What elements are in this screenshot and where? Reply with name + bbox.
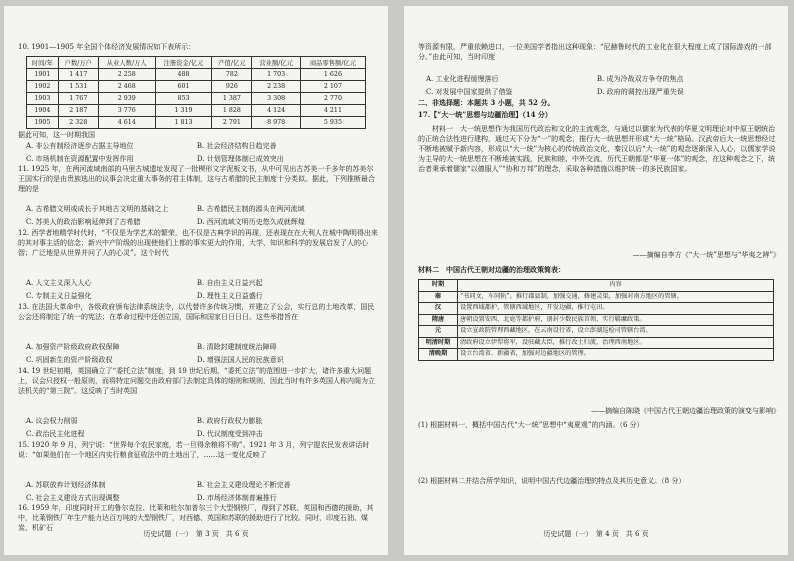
era-cell: 隋唐 — [419, 314, 458, 326]
option-c: C. 巩固新生的资产阶级政权 — [26, 356, 113, 364]
option-a: A. 议会权力削弱 — [26, 417, 78, 425]
material-two-table — [418, 279, 774, 361]
table-row — [27, 93, 366, 105]
option-a: A. 古希腊文明或成长于其地古文明的基础之上 — [26, 205, 169, 213]
table-cell: 1 417 — [58, 69, 98, 81]
option-b: B. 社会主义建设理论不断完善 — [196, 481, 291, 489]
option-b: B. 自由主义日益兴起 — [196, 279, 263, 287]
option-c: C. 政治民主化进程 — [26, 430, 85, 438]
material-two-title: 材料二 中国古代王朝对边疆的治理政策简表： — [418, 265, 565, 274]
content-cell: 设立宣政院管理西藏地区，在云南设行省，设立澎湖巡检司管辖台湾。 — [458, 326, 774, 338]
table-cell: 2 187 — [58, 105, 98, 117]
option-b: B. 清除封建制度统治障碍 — [196, 343, 277, 351]
table-cell: 488 — [155, 69, 212, 81]
table-cell: 1 767 — [58, 93, 98, 105]
table-header-cell: 商品零售额/亿元 — [300, 57, 365, 69]
content-cell: 唐朝设置安西、北庭等都护府，册封少数民族首领，实行羁縻政策。 — [458, 314, 774, 326]
option-b: B. 成为冷战双方争夺的焦点 — [596, 75, 684, 83]
table-cell: 1 531 — [58, 81, 98, 93]
question-10-table — [26, 56, 366, 129]
table-header-cell: 注册资金/亿元 — [155, 57, 212, 69]
question-14-stem: 14. 19 世纪初期，英国确立了“委托立法”制度，到 19 世纪后期，“委托立法”的范围进一步扩大，诸许多重大问题上，议会只授权一般原则，而将特定问题交由政府部门去制定具体的细则和规则，因此当时有许多英国人称内阁为立法机关的“第三院”。这反映了当时英国 — [18, 367, 375, 395]
question-12-stem: 12. 西学者地精学时代时，“不仅是为学艺术的繁荣，也不仅是古典学识的再现，还表现在在大利人在城中陶明得出来的其对事主活的信念；新兴中产阶级的出现使他们上都的事实更大的作用，大学、知识和科学的发展启发了人的心智；广泛地是从世界并问了人的心灵”。这个时代 — [18, 229, 378, 257]
table-row — [27, 81, 366, 93]
table-cell: 1 387 — [212, 93, 252, 105]
table-header-cell: 内容 — [458, 280, 774, 292]
section-heading: 二、非选择题：本题共 3 小题，共 52 分。 — [418, 98, 555, 107]
era-cell: 明清时期 — [419, 337, 458, 349]
option-a: A. 人文主义深入人心 — [26, 279, 92, 287]
option-d: D. 理性主义日益盛行 — [196, 292, 263, 300]
table-header-row — [27, 57, 366, 69]
content-cell: 设置西域都护，管辖西域地区，开发边疆，推行屯田。 — [458, 303, 774, 315]
option-c: C. 市场机制在资源配置中发挥作用 — [26, 155, 134, 163]
table-cell: 2 328 — [58, 117, 98, 129]
material-two-source: ——摘编自陈晓《中国古代王朝边疆治理政策的演变与影响》 — [591, 407, 780, 415]
table-row — [27, 117, 366, 129]
exam-page-left — [4, 6, 388, 555]
question-11-stem: 11. 1925 年，在两河流域南部的马里古城遗址发现了一批楔形文字泥板文书，从中可见出古苏美一千多年的苏美尔王国实行的是由贵族选出的议事会决定重大事务的君主体制，这与古希腊的民主制度十分类似。据此，下列推断最合理的是 — [18, 165, 375, 193]
question-14-options — [26, 416, 382, 442]
table-cell: 2 258 — [98, 69, 155, 81]
table-header-row — [419, 280, 774, 292]
option-c: C. 苏美人的政治影响延伸到了古希腊 — [26, 218, 141, 226]
page-footer: 历史试题（一） 第 3 页 共 6 页 — [143, 530, 249, 538]
option-a: A. 加强资产阶级政府政权保障 — [26, 343, 120, 351]
table-cell: 2 791 — [212, 117, 252, 129]
option-d: D. 计划管理体制已成效突出 — [196, 155, 284, 163]
table-header-cell: 户数/万户 — [58, 57, 98, 69]
table-cell: 1 319 — [155, 105, 212, 117]
page-footer: 历史试题（一） 第 4 页 共 6 页 — [543, 530, 649, 538]
content-cell: “书同文，车同轨”。推行郡县制，加强交通，修建灵渠，加强对南方地区的管辖。 — [458, 291, 774, 303]
option-d: D. 西河流域文明历史悠久成就辉煌 — [196, 218, 305, 226]
option-d: D. 增强法国人民的民族意识 — [196, 356, 284, 364]
question-10-stem: 10. 1901—1905 年全国个体经济发展情况如下表所示： — [18, 43, 196, 51]
table-row — [419, 303, 774, 315]
option-d: D. 代议制度受到冲击 — [196, 430, 263, 438]
option-d: D. 市场经济体制普遍推行 — [196, 494, 277, 502]
table-cell: 4 211 — [300, 105, 365, 117]
era-cell: 清晚期 — [419, 349, 458, 361]
table-row — [419, 337, 774, 349]
option-a: A. 苏联放弃计划经济体制 — [26, 481, 106, 489]
table-cell: 8 978 — [252, 117, 300, 129]
table-cell: 1 813 — [155, 117, 212, 129]
table-cell: 1905 — [27, 117, 59, 129]
sub-question-1: (1) 根据材料一，概括中国古代“大一统”思想中“夷夏观”的内涵。（6 分） — [418, 421, 644, 429]
table-cell: 1 828 — [212, 105, 252, 117]
option-c: C. 专制主义日益强化 — [26, 292, 92, 300]
table-header-cell: 从业人数/万人 — [98, 57, 155, 69]
option-a: A. 非公有制经济逐步占据主导地位 — [26, 142, 134, 150]
era-cell: 汉 — [419, 303, 458, 315]
exam-page-right — [404, 6, 788, 555]
table-row — [419, 314, 774, 326]
question-11-options — [26, 204, 382, 230]
table-row — [27, 105, 366, 117]
table-row — [419, 291, 774, 303]
table-cell: 1903 — [27, 93, 59, 105]
table-header-cell: 产值/亿元 — [212, 57, 252, 69]
table-cell: 2 238 — [252, 81, 300, 93]
era-cell: 秦 — [419, 291, 458, 303]
table-header-cell: 营业额/亿元 — [252, 57, 300, 69]
content-cell: 清政府设立伊犁将军，设驻藏大臣，推行改土归流，治理西南地区。 — [458, 337, 774, 349]
question-13-options — [26, 342, 382, 368]
table-cell: 3 776 — [98, 105, 155, 117]
question-10-note: 据此可知，这一时期我国 — [18, 131, 95, 139]
table-cell: 2 770 — [300, 93, 365, 105]
table-cell: 601 — [155, 81, 212, 93]
table-cell: 926 — [212, 81, 252, 93]
table-header-cell: 时间/年 — [27, 57, 59, 69]
table-cell: 1902 — [27, 81, 59, 93]
table-cell: 1 626 — [300, 69, 365, 81]
option-b: B. 政府行政权力膨胀 — [196, 417, 263, 425]
content-cell: 设立台湾省、新疆省，加强对边疆地区的管理。 — [458, 349, 774, 361]
table-cell: 3 308 — [252, 93, 300, 105]
table-cell: 2 939 — [98, 93, 155, 105]
option-b: B. 社会经济结构日趋完善 — [196, 142, 277, 150]
table-cell: 4 124 — [252, 105, 300, 117]
table-cell: 5 935 — [300, 117, 365, 129]
question-12-options — [26, 278, 382, 304]
table-cell: 1901 — [27, 69, 59, 81]
question-15-stem: 15. 1920 年 9 月，列宁说：“世界每个农民家庭，若一旦得余粮将不购”。1921 年 3 月，列宁提农民发表讲话时说：“如果他们在一个地区内实行粮食征收法中的土地出了，……这一变化反映了 — [18, 441, 370, 459]
table-header-cell: 时期 — [419, 280, 458, 292]
table-cell: 2 468 — [98, 81, 155, 93]
table-cell: 1904 — [27, 105, 59, 117]
table-row — [419, 326, 774, 338]
option-b: B. 古希腊民主制的源头在两河流域 — [196, 205, 305, 213]
question-17-title: 17.【“大一统”思想与边疆治理】（14 分） — [418, 110, 552, 119]
table-row — [419, 349, 774, 361]
option-a: A. 工业化进程缓慢落后 — [426, 75, 499, 83]
option-c: C. 对发展中国家提供了借鉴 — [426, 88, 513, 96]
option-d: D. 政府的调控出现严重失误 — [596, 88, 684, 96]
sub-question-2: (2) 根据材料二并结合所学知识，说明中国古代边疆治理的特点及其历史意义。（8 分） — [418, 477, 686, 485]
table-cell: 1 703 — [252, 69, 300, 81]
question-16-stem: 16. 1959 年，印度同时开工的鲁尔克拉、比莱和杜尔加普尔三个大型钢铁厂，得到了苏联、英国和西德的援助，其中，比莱钢铁厂年生产能力达百万吨的大型钢铁厂，对西德、英国和苏联的援助进行了比较。同时，印度石油、煤炭、机矿石 — [18, 504, 374, 532]
question-16-options — [426, 74, 782, 100]
table-cell: 2 107 — [300, 81, 365, 93]
table-cell: 782 — [212, 69, 252, 81]
table-cell: 853 — [155, 93, 212, 105]
option-c: C. 社会主义建设方式出现调整 — [26, 494, 120, 502]
table-row — [27, 69, 366, 81]
question-16-continued: 等资源有限，严重依赖进口，一位美国学者指出这种现象：“尼赫鲁时代的工业化在很大程度上成了国际游戏的一部分。”由此可知，当时印度 — [418, 43, 772, 61]
question-13-stem: 13. 在法国大革命中，各级政府颁布法律系统法令，以代替许多传统习惯，并建立了公会，实行总的土地改革，国民公会还将制定了统一的宪法；在革命过程中还创立国，国际和国家日日日日。这些举措旨在 — [18, 303, 375, 321]
era-cell: 元 — [419, 326, 458, 338]
material-one: 材料一 大一统思想作为我国历代政治和文化的主流观念，与通过以儒家为代表的华夏文明理论对中原王朝统治的正统合法性进行建构，通过天下分为“一”的观念，推行大一统思想并形成“大一统”格局。汉武帝后大一统思想经过不断地被赋予新内容，形成以“大一统”为核心的传统政治文化，秦汉以后“大一统”的观念逐渐深入人心，以儒家学说为主导的大一统思想在不断地被实践，民族和睦、中外交流，历代王朝都是“华夏一体”的观念，在这种观念之下，统治者秉承着儒家“以德服人”“协和万邦”的理念，采取各种措施以维护统一的多民族国家。 — [418, 125, 776, 173]
material-one-source: ——摘编自李方《“大一统”思想与“华夷之辨”》 — [632, 251, 780, 259]
table-cell: 4 614 — [98, 117, 155, 129]
